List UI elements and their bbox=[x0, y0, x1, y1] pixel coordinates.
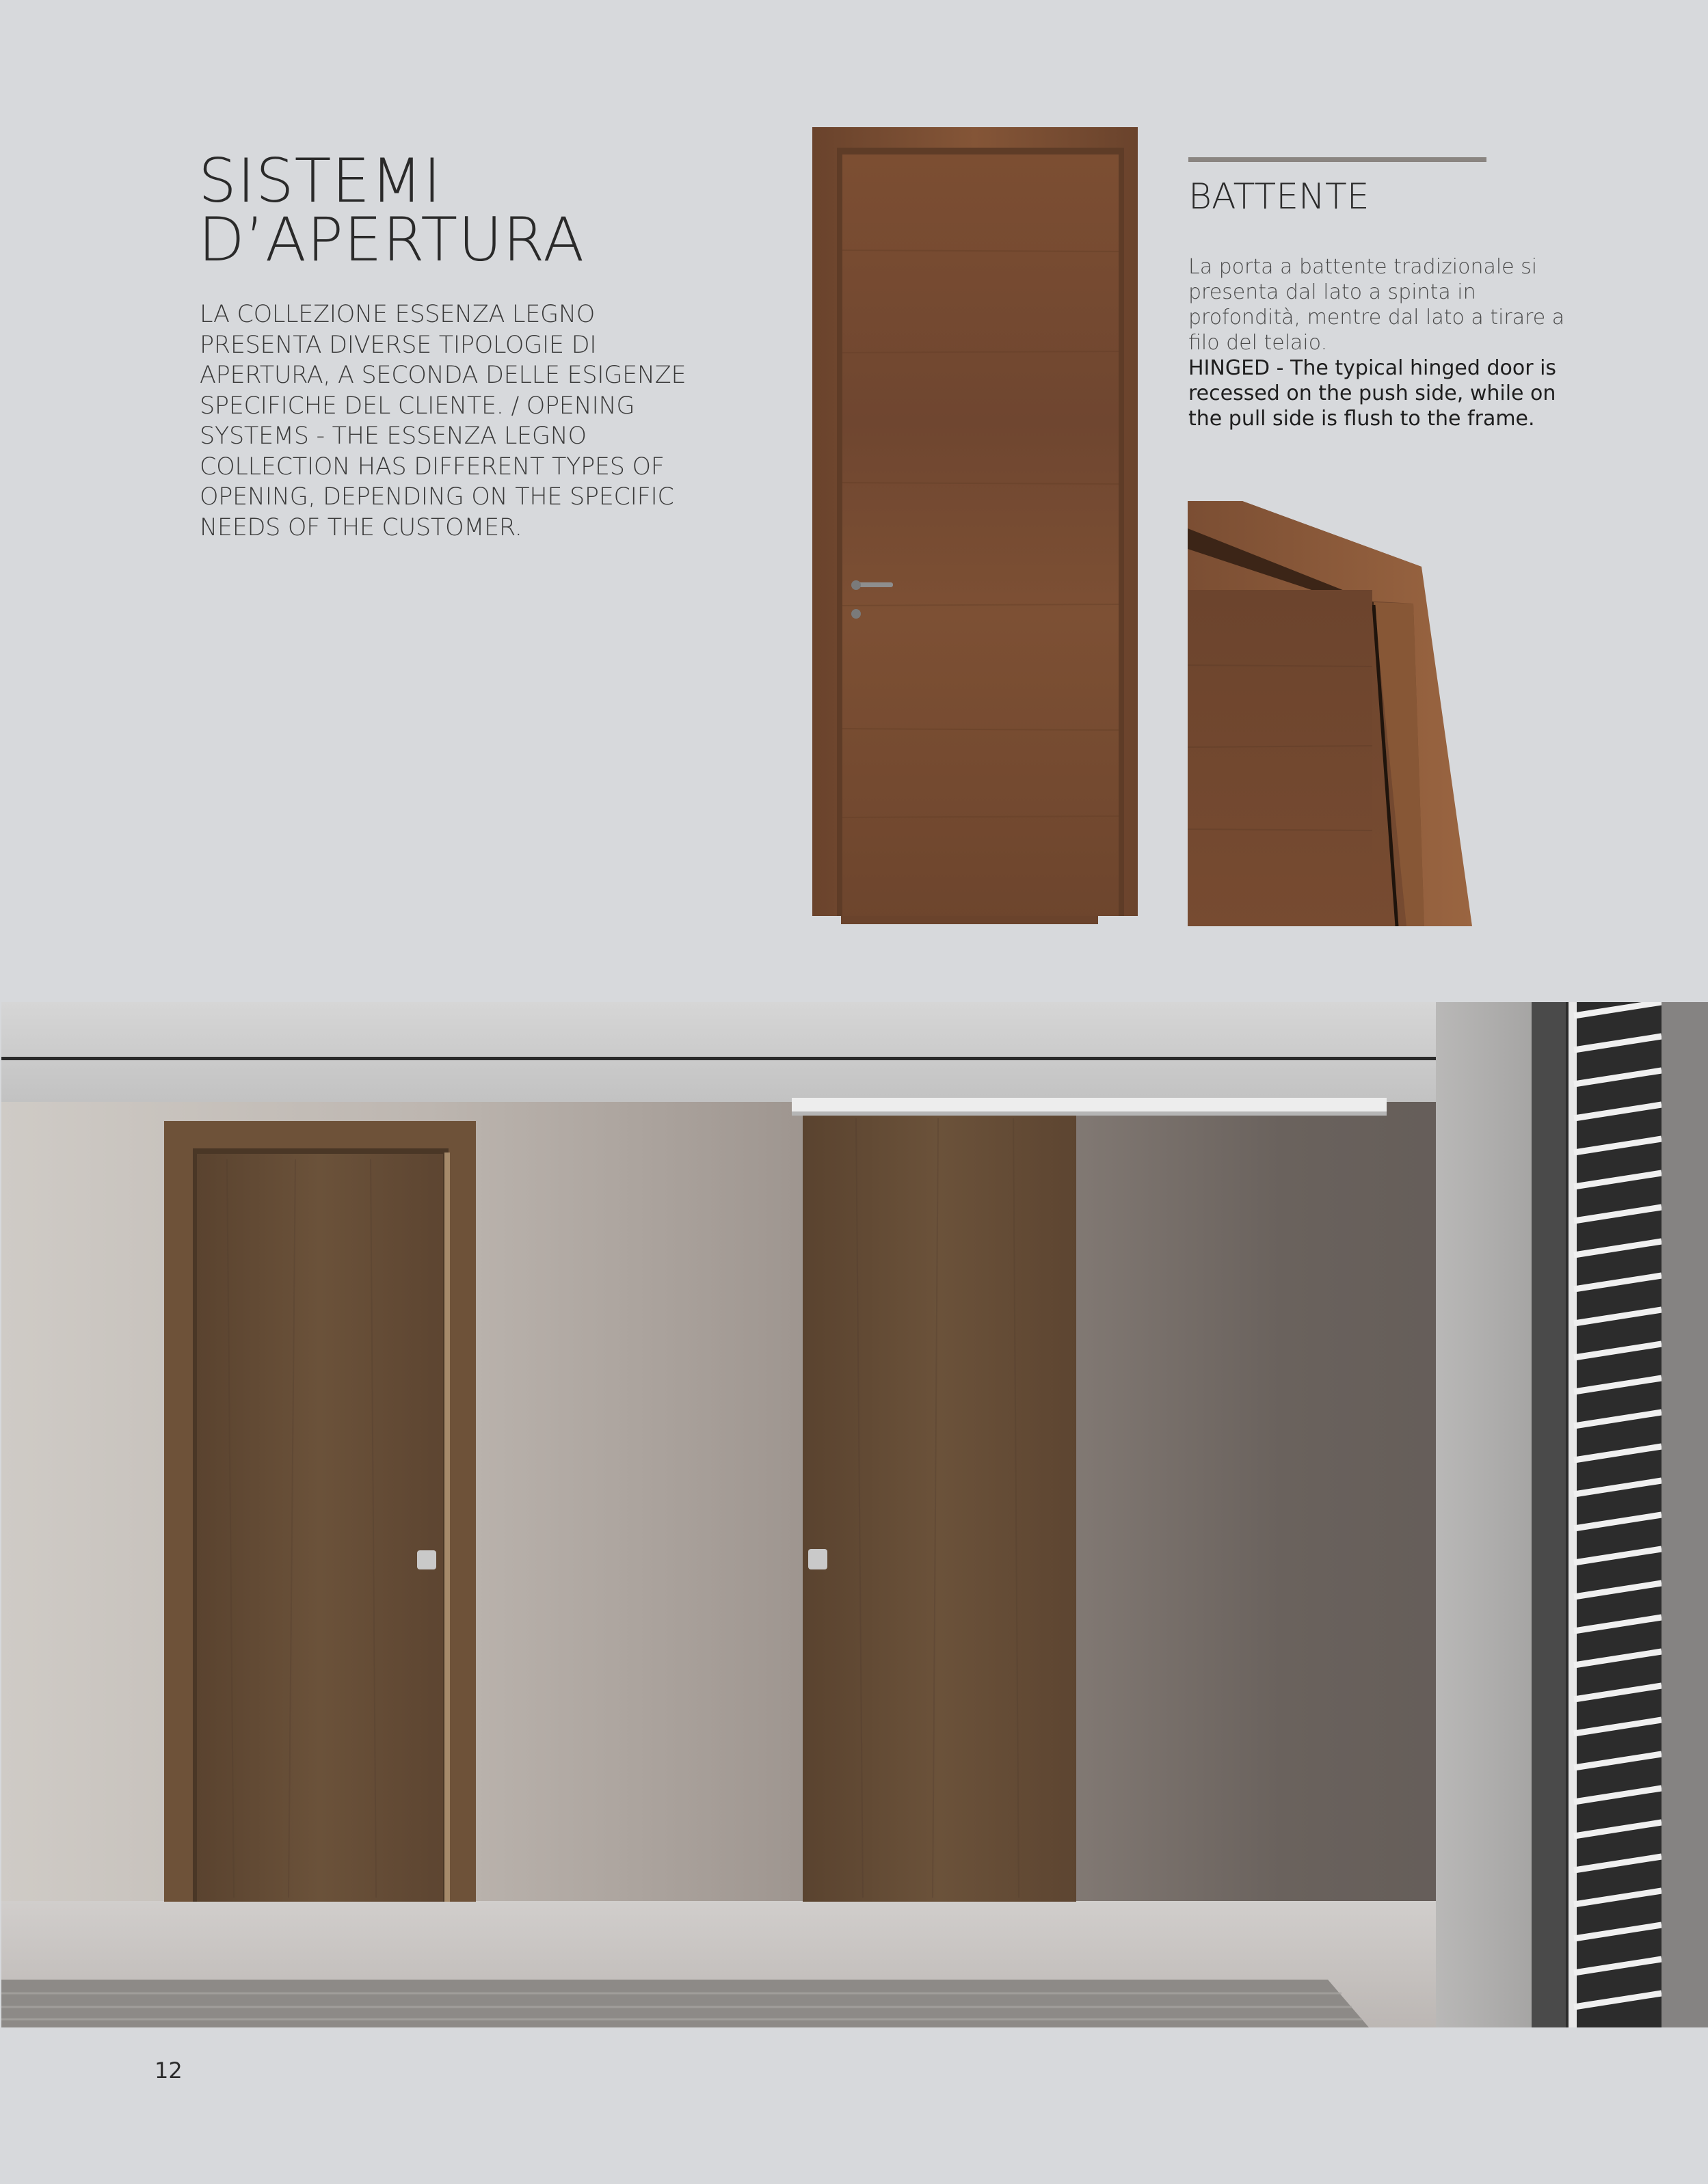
door-leaf bbox=[842, 154, 1119, 921]
description-italian: La porta a battente tradizionale si presenta dal lato a spinta in profondità, mentre dal lato a tirare a filo del telaio. bbox=[1188, 255, 1565, 355]
concrete-pillar bbox=[1436, 1002, 1532, 2027]
hinged-door-leaf bbox=[197, 1154, 443, 1902]
sliding-door-leaf bbox=[803, 1116, 1076, 1902]
section-description bbox=[1188, 254, 1571, 431]
door-handle-icon bbox=[417, 1550, 436, 1569]
page-title bbox=[198, 146, 585, 275]
page-title-line-1: SISTEMI bbox=[198, 146, 442, 216]
section-divider bbox=[1188, 157, 1486, 162]
door-handle-icon bbox=[808, 1549, 827, 1569]
hinged-door-photo bbox=[812, 127, 1138, 924]
intro-text: LA COLLEZIONE ESSENZA LEGNO PRESENTA DIVERSE TIPOLOGIE DI APERTURA, A SECONDA DELLE ESIGENZE SPECIFICHE DEL CLIENTE. / OPENING SYSTEMS - THE ESSENZA LEGNO COLLECTION HAS DIFFERENT TYPES OF OPENING, DEPENDING ON THE SPECIFIC NEEDS OF THE CUSTOMER. bbox=[200, 301, 686, 541]
interior-room-photo bbox=[1, 1002, 1708, 2027]
section-title: BATTENTE bbox=[1188, 176, 1370, 217]
description-english: HINGED - The typical hinged door is recessed on the push side, while on the pull side is flush to the frame. bbox=[1188, 356, 1557, 431]
page-number: 12 bbox=[155, 2058, 183, 2084]
window-blinds bbox=[1569, 1002, 1577, 2027]
door-frame-detail-photo bbox=[1188, 501, 1472, 926]
page-title-line-2: D’APERTURA bbox=[198, 204, 585, 275]
